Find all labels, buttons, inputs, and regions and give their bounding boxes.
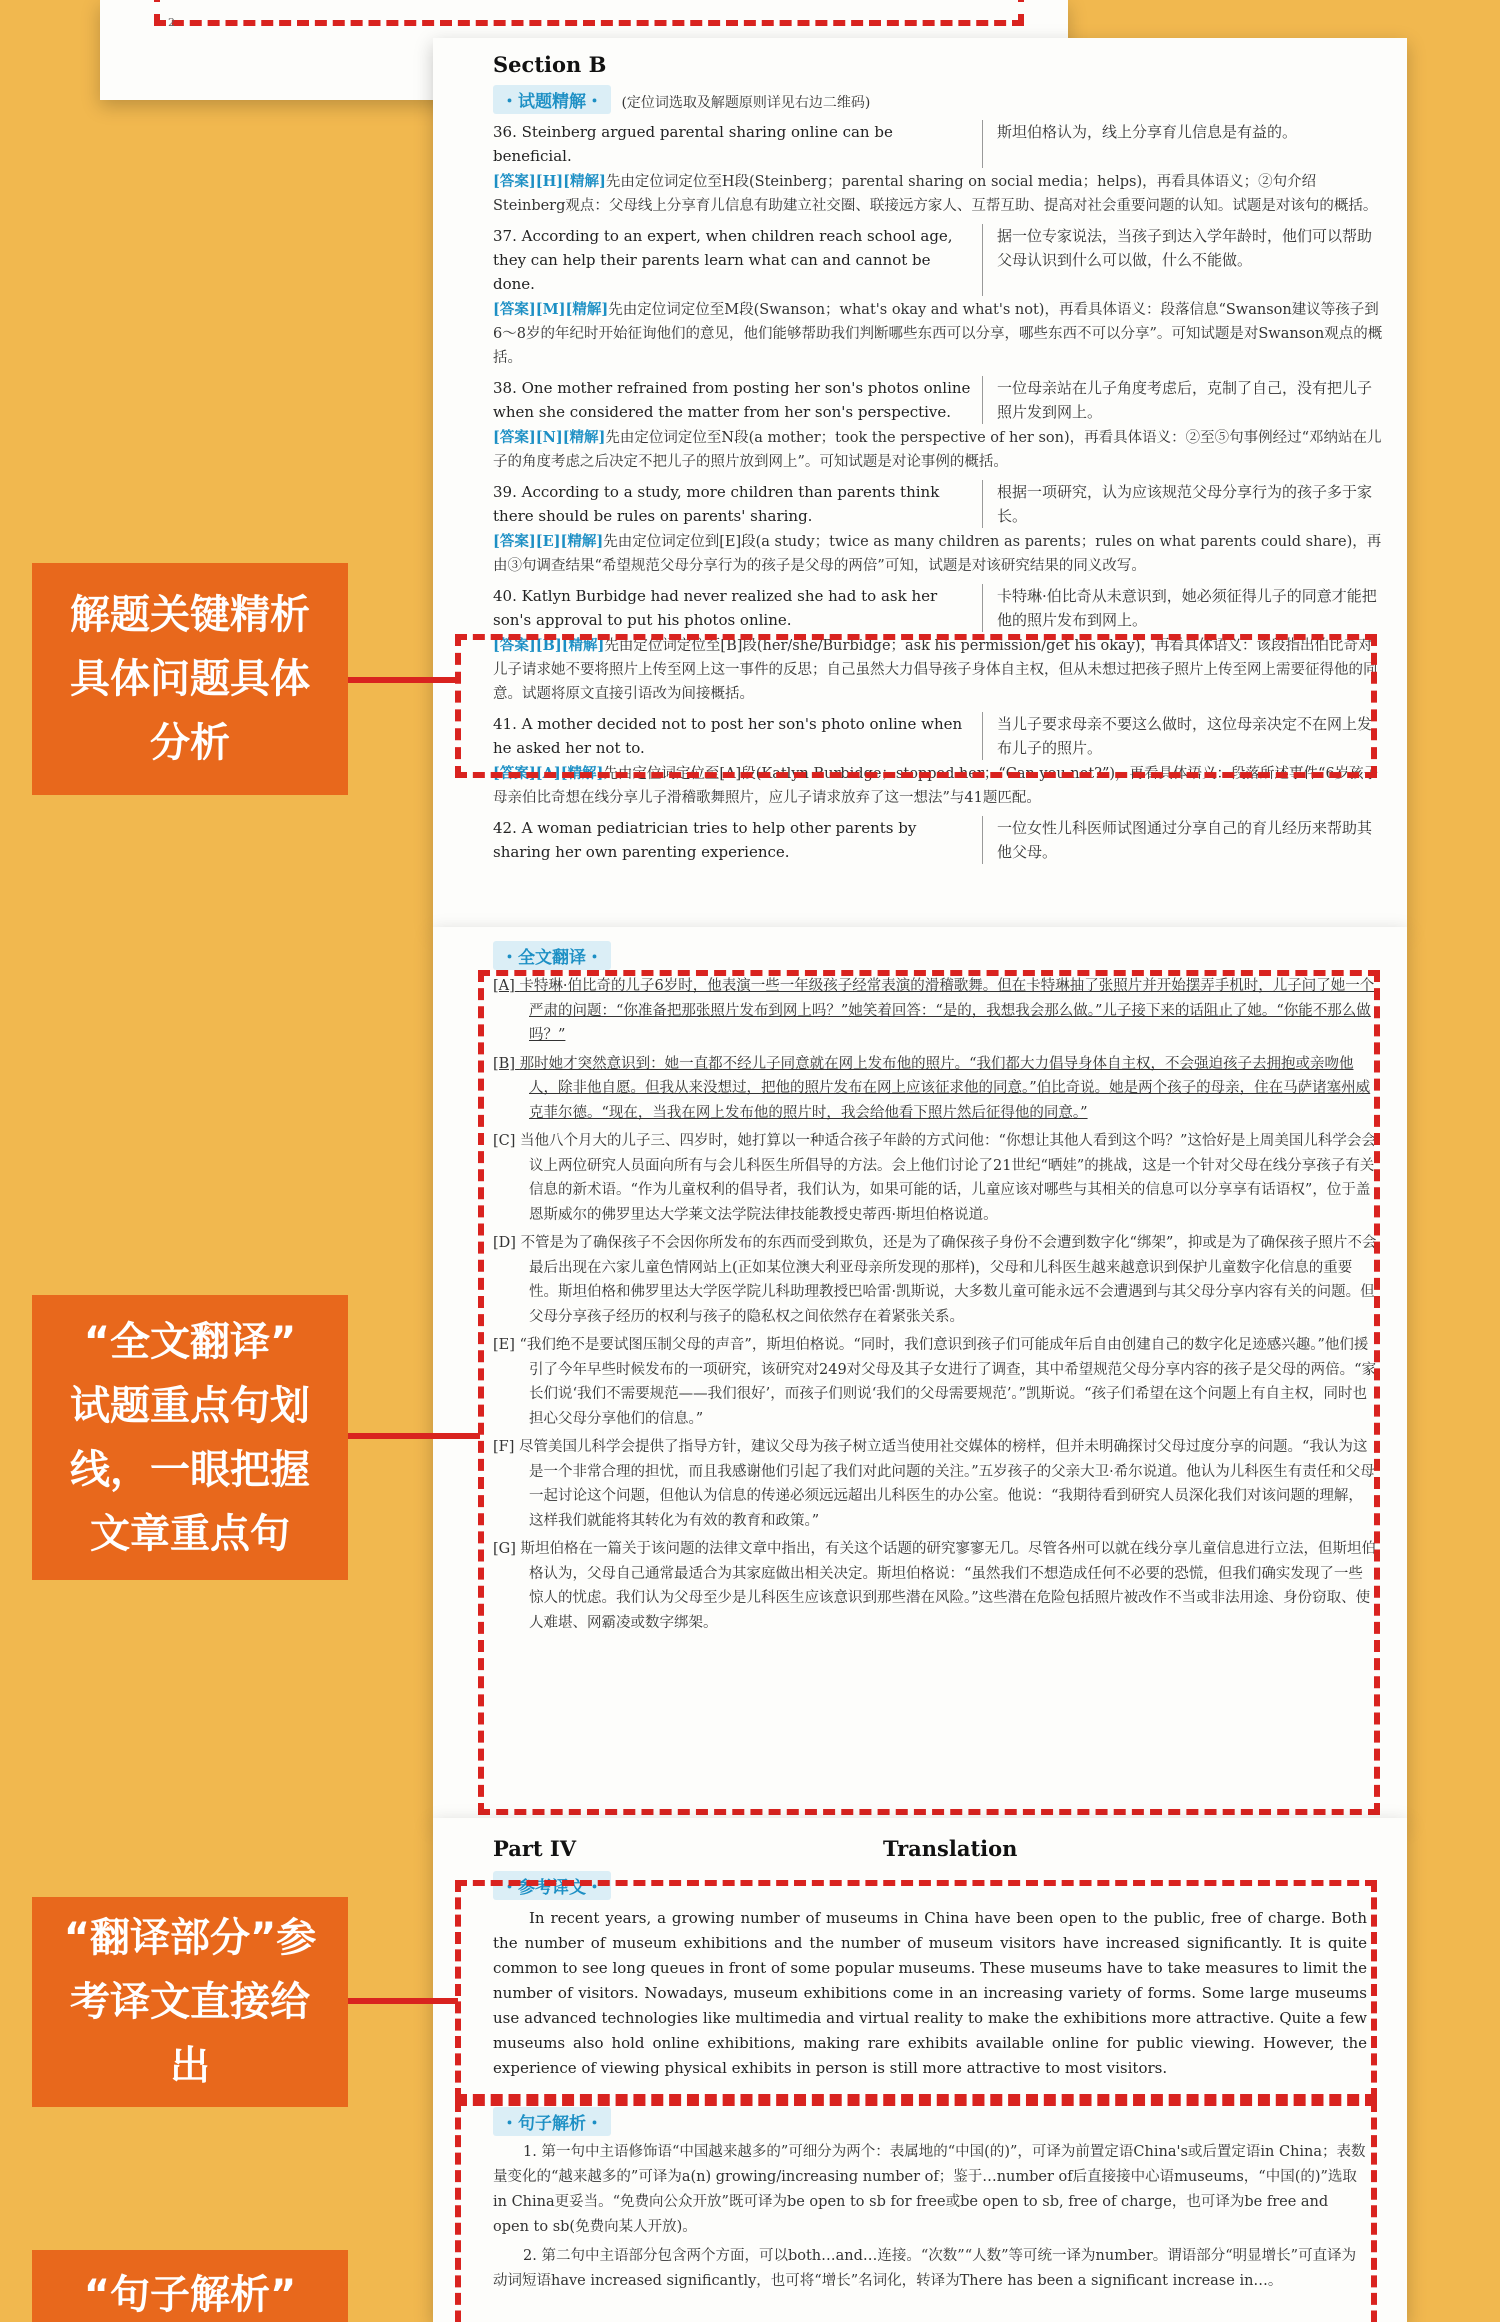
part-iv-heading: Translation [883,1836,1018,1861]
highlight-q40 [455,634,1377,778]
highlight-reference [455,1880,1377,2100]
answer-explanation: 先由定位词定位至[B]段(her/she/Burbidge；ask his permission/get his okay)，再看具体语义：该段指出伯比奇对儿子请求她不要将照片上传至网上这一事件的反思；自己虽然大力倡导孩子身体自主权，但从未想过把孩子照片上传至网上需要征得他的同意。试题将原文直接引语改为间接概括。 [493,638,1378,702]
question-38 [493,376,1385,474]
answer-explanation: 先由定位词定位至H段(Steinberg；parental sharing on social media；helps)，再看具体语义；②句介绍Steinberg观点：父母线上分享育儿信息有助建立社交圈、联接远方家人、互帮互助、提高对社会重要问题的认知。试题是对该句的概括。 [493,174,1378,214]
answer-label: [答案][H][精解] [493,173,606,190]
para-text: 当他八个月大的儿子三、四岁时，她打算以一种适合孩子年龄的方式问他：“你想让其他人看到这个吗？”这恰好是上周美国儿科学会会议上两位研究人员面向所有与会儿科医生所倡导的方法。会上他们讨论了21世纪“晒娃”的挑战，这是一个针对父母在线分享孩子有关信息的新术语。“作为儿童权利的倡导者，我们认为，如果可能的话，儿童应该对哪些与其相关的信息可以分享享有话语权”，位于盖恩斯威尔的佛罗里达大学莱文法学院法律技能教授史蒂西·斯坦伯格说道。 [520,1133,1376,1223]
para-label: [B] [493,1055,515,1072]
question-translation: 根据一项研究，认为应该规范父母分享行为的孩子多于家长。 [997,483,1373,525]
question-text: 42. A woman pediatrician tries to help other parents by sharing her own parenting experience. [493,816,983,864]
answer-label: [答案][M][精解] [493,301,609,318]
question-text: 36. Steinberg argued parental sharing online can be beneficial. [493,120,983,168]
para-label: [C] [493,1133,516,1149]
callout-reference-translation: “翻译部分”参 考译文直接给 出 [32,1897,348,2107]
answer-label: [答案][N][精解] [493,429,606,446]
part-iv-header [493,1836,1367,1861]
question-text: 38. One mother refrained from posting her son's photos online when she considered the matter from her son's perspective. [493,376,983,424]
highlight-analysis [455,2100,1377,2322]
question-translation: 据一位专家说法，当孩子到达入学年龄时，他们可以帮助父母认识到什么可以做，什么不能做。 [997,227,1373,269]
para-label: [D] [493,1235,516,1251]
para-text: 斯坦伯格在一篇关于该问题的法律文章中指出，有关这个话题的研究寥寥无几。尽管各州可以就在线分享儿童信息进行立法，但斯坦伯格认为，父母自己通常最适合为其家庭做出相关决定。斯坦伯格说：“虽然我们不想造成任何不必要的恐慌，但我们确实发现了一些惊人的忧虑。我们认为父母至少是儿科医生应该意识到那些潜在风险。”这些潜在危险包括照片被改作不当或非法用途、身份窃取、使人难堪、网霸凌或数字绑架。 [520,1541,1377,1631]
question-text: 41. A mother decided not to post her son's photo online when he asked her not to. [493,712,983,760]
question-text: 40. Katlyn Burbidge had never realized she had to ask her son's approval to put his photos online. [493,584,983,632]
para-text: 那时她才突然意识到：她一直都不经儿子同意就在网上发布他的照片。“我们都大力倡导身体自主权，不会强迫孩子去拥抱或亲吻他人，除非他自愿。但我从来没想过，把他的照片发布在网上应该征求他的同意。”伯比奇说。她是两个孩子的母亲，住在马萨诸塞州威克菲尔德。“现在，当我在网上发布他的照片时，我会给他看下照片然后征得他的同意。” [519,1055,1371,1121]
answer-label: [答案][B][精解] [493,637,605,654]
para-text: “我们绝不是要试图压制父母的声音”，斯坦伯格说。“同时，我们意识到孩子们可能成年后自由创建自己的数字化足迹感兴趣。”他们援引了今年早些时候发布的一项研究，该研究对249对父母及其子女进行了调查，其中希望规范父母分享内容的孩子是父母的两倍。“家长们说‘我们不需要规范——我们很好’，而孩子们则说‘我们的父母需要规范’。”凯斯说。“孩子们希望在这个问题上有自主权，同时也担心父母分享他们的信息。” [519,1337,1377,1427]
previous-page-highlight [154,0,1024,26]
question-translation: 一位母亲站在儿子角度考虑后，克制了自己，没有把儿子照片发到网上。 [997,379,1373,421]
question-translation: 斯坦伯格认为，线上分享育儿信息是有益的。 [997,123,1298,141]
para-label: [F] [493,1439,515,1455]
question-42 [493,816,1385,864]
section-b-tag-row [493,85,1385,114]
section-b-title: Section B [493,52,607,77]
connector-full-translation [348,1433,480,1439]
question-text: 39. According to a study, more children than parents think there should be rules on parents' sharing. [493,480,983,528]
analysis-tag: ・句子解析・ [493,2107,611,2136]
question-translation: 卡特琳·伯比奇从未意识到，她必须征得儿子的同意才能把他的照片发布到网上。 [997,587,1377,629]
para-text: 尽管美国儿科学会提供了指导方针，建议父母为孩子树立适当使用社交媒体的榜样，但并未明确探讨父母过度分享的问题。“我认为这是一个非常合理的担忧，而且我感谢他们引起了我们对此问题的关注。”五岁孩子的父亲大卫·希尔说道。他认为儿科医生有责任和父母一起讨论这个问题，但他认为信息的传递必须远远超出儿科医生的办公室。他说：“我期待看到研究人员深化我们对该问题的理解，这样我们就能将其转化为有效的教育和政策。” [518,1439,1375,1529]
callout-full-translation: “全文翻译” 试题重点句划 线，一眼把握 文章重点句 [32,1295,348,1580]
para-label: [A] [493,978,515,994]
answer-label: [答案][A][精解] [493,765,604,782]
question-translation: 当儿子要求母亲不要这么做时，这位母亲决定不在网上发布儿子的照片。 [997,715,1373,757]
connector-reference-translation [348,1998,458,2004]
callout-sentence-analysis: “句子解析” [32,2250,348,2322]
analysis-item-2: 2. 第二句中主语部分包含两个方面，可以both…and…连接。“次数”“人数”等可统一译为number。谓语部分“明显增长”可直译为动词短语have increased significantly，也可将“增长”名词化，转译为There has been a significant increase in…。 [493,2248,1357,2289]
callout-key-analysis: 解题关键精析 具体问题具体 分析 [32,563,348,795]
answer-explanation: 先由定位词定位至[A]段(Katlyn Burbidge；stopped her；“Can you not?”)，再看具体语义：段落所述事件“6岁孩子母亲伯比奇想在线分享儿子滑稽歌舞照片，应儿子请求放弃了这一想法”与41题匹配。 [493,766,1379,806]
connector-key-analysis [348,677,458,683]
question-translation: 一位女性儿科医师试图通过分享自己的育儿经历来帮助其他父母。 [997,819,1373,861]
para-text: 不管是为了确保孩子不会因你所发布的东西而受到欺负，还是为了确保孩子身份不会遭到数字化“绑架”，抑或是为了确保孩子照片不会最后出现在六家儿童色情网站上(正如某位澳大利亚母亲所发现的那样)，父母和儿科医生越来越意识到保护儿童数字化信息的重要性。斯坦伯格和佛罗里达大学医学院儿科助理教授巴哈雷·凯斯说，大多数儿童可能永远不会遭遇到与其父母分享内容有关的问题。但父母分享孩子经历的权利与孩子的隐私权之间依然存在着紧张关系。 [520,1235,1377,1325]
translation-tag: ・全文翻译・ [493,941,611,970]
question-36 [493,120,1385,218]
reference-tag: ・参考译文・ [493,1871,611,1900]
section-b-tag: ・试题精解・ [493,85,611,114]
analysis-item-1: 1. 第一句中主语修饰语“中国越来越多的”可细分为两个：表属地的“中国(的)”，可译为前置定语China's或后置定语in China；表数量变化的“越来越多的”可译为a(n) growing/increasing number of；鉴于…number of后直接接中心语museums，“中国(的)”选取in China更妥当。“免费向公众开放”既可译为be open to sb for free或be open to sb, free of charge，也可译为be free and open to sb(免费向某人开放)。 [493,2144,1366,2235]
reference-translation: In recent years, a growing number of museums in China have been open to the public, free of charge. Both the number of museum exhibitions and the number of museum visitors have increased significantly. It is quite common to see long queues in front of some popular museums. These museums have to take measures to limit the number of visitors. Nowadays, museum exhibitions come in an increasing variety of forms. Some large museums use advanced technologies like multimedia and virtual reality to make the exhibitions more attractive. Quite a few museums also hold online exhibitions, making rare exhibits available online for public viewing. However, the experience of viewing physical exhibits in person is still more attractive to most visitors. [493,1909,1367,2077]
answer-explanation: 先由定位词定位到[E]段(a study；twice as many children as parents；rules on what parents could share)，再由③句调查结果“希望规范父母分享行为的孩子是父母的两倍”可知，试题是对该研究结果的同义改写。 [493,534,1382,574]
question-text: 37. According to an expert, when children reach school age, they can help their parents learn what can and cannot be done. [493,224,983,296]
page-number: 2 [168,16,175,29]
answer-explanation: 先由定位词定位至N段(a mother；took the perspective of her son)，再看具体语义：②至⑤句事例经过“邓纳站在儿子的角度考虑之后决定不把儿子的照片放到网上”。可知试题是对论事例的概括。 [493,430,1382,470]
para-label: [E] [493,1337,515,1353]
answer-explanation: 先由定位词定位至M段(Swanson；what's okay and what's not)，再看具体语义：段落信息“Swanson建议等孩子到6～8岁的年纪时开始征询他们的意见，他们能够帮助我们判断哪些东西可以分享，哪些东西不可以分享”。可知试题是对Swanson观点的概括。 [493,302,1383,366]
section-b-page [433,38,1407,928]
para-label: [G] [493,1541,516,1557]
highlight-translation [478,970,1380,1815]
question-39 [493,480,1385,578]
question-37 [493,224,1385,370]
part-iv-title: Part IV [493,1836,577,1861]
answer-label: [答案][E][精解] [493,533,604,550]
section-b-tag-note: (定位词选取及解题原则详见右边二维码) [621,95,871,111]
para-text: 卡特琳·伯比奇的儿子6岁时，他表演一些一年级孩子经常表演的滑稽歌舞。但在卡特琳抽了张照片并开始摆弄手机时，儿子问了她一个严肃的问题：“你准备把那张照片发布到网上吗？”她笑着回答：“是的，我想我会那么做。”儿子接下来的话阻止了她。“你能不那么做吗？” [519,978,1375,1043]
